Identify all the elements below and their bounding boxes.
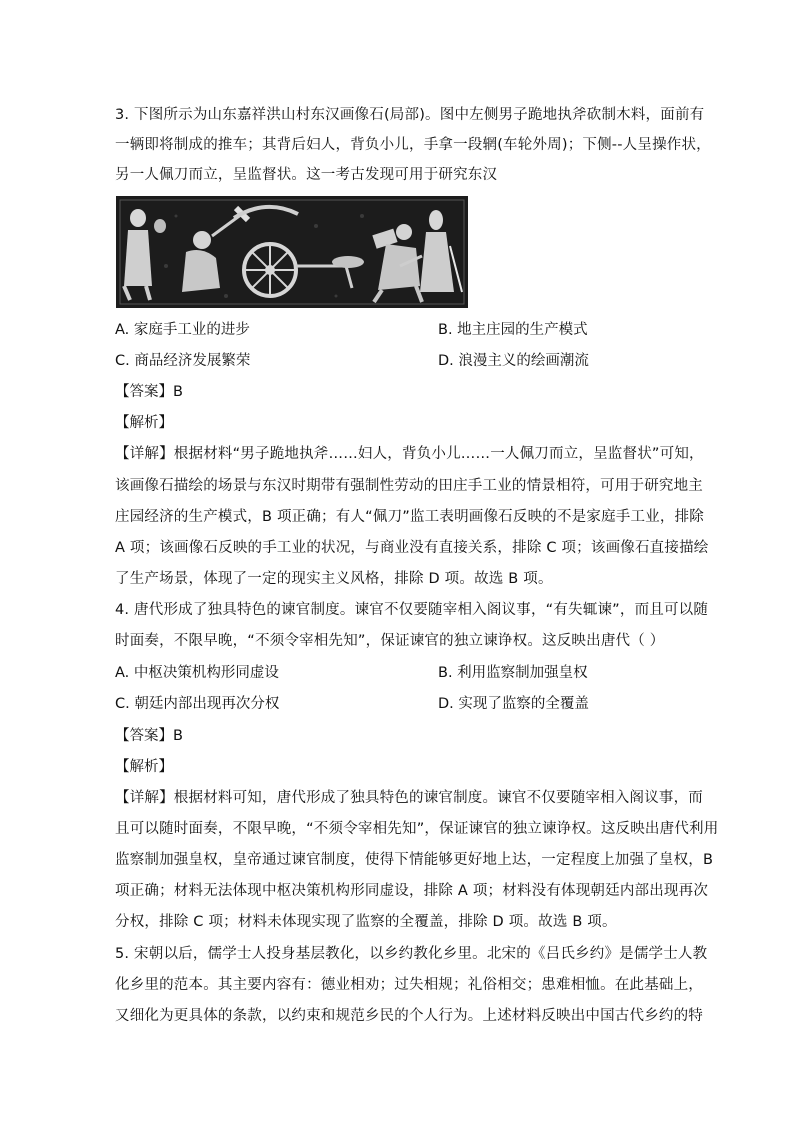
- q3-detail-line-1: 【详解】根据材料“男子跪地执斧……妇人，背负小儿……一人佩刀而立，呈监督状”可知，: [115, 446, 704, 462]
- q5-stem-line-1: 5. 宋朝以后，儒学士人投身基层教化，以乡约教化乡里。北宋的《吕氏乡约》是儒学士人教: [115, 946, 708, 962]
- q3-option-c: C. 商品经济发展繁荣: [115, 353, 251, 369]
- q3-detail-line-2: 该画像石描绘的场景与东汉时期带有强制性劳动的田庄手工业的情景相符，可用于研究地主: [115, 478, 703, 494]
- q4-detail-line-3: 监察制加强皇权，皇帝通过谏官制度，使得下情能够更好地上达，一定程度上加强了皇权，B: [115, 852, 714, 868]
- q4-answer: 【答案】B: [115, 728, 183, 744]
- q3-answer: 【答案】B: [115, 384, 183, 400]
- q3-detail-line-4: A 项；该画像石反映的手工业的状况，与商业没有直接关系，排除 C 项；该画像石直接描绘: [115, 540, 709, 556]
- q3-stem-line-1: 3. 下图所示为山东嘉祥洪山村东汉画像石(局部)。图中左侧男子跪地执斧砍制木料，面前有: [115, 107, 705, 123]
- q3-analysis-label: 【解析】: [115, 415, 173, 431]
- q5-stem-line-3: 又细化为更具体的条款，以约束和规范乡民的个人行为。上述材料反映出中国古代乡约的特: [115, 1008, 703, 1024]
- q3-detail-line-5: 了生产场景，体现了一定的现实主义风格，排除 D 项。故选 B 项。: [115, 571, 553, 587]
- q4-option-c: C. 朝廷内部出现再次分权: [115, 696, 280, 712]
- q3-option-a: A. 家庭手工业的进步: [115, 322, 250, 338]
- q4-option-b: B. 利用监察制加强皇权: [438, 665, 588, 681]
- q3-stem-line-2: 一辆即将制成的推车；其背后妇人，背负小儿，手拿一段辋(车轮外周)；下侧--人呈操作状，: [115, 137, 711, 153]
- q4-option-a: A. 中枢决策机构形同虚设: [115, 665, 279, 681]
- q4-option-d: D. 实现了监察的全覆盖: [438, 696, 589, 712]
- q3-stem-line-3: 另一人佩刀而立，呈监督状。这一考古发现可用于研究东汉: [115, 167, 498, 183]
- q4-stem-line-2: 时面奏，不限早晚，“不须令宰相先知”，保证谏官的独立谏诤权。这反映出唐代（ ）: [115, 633, 665, 649]
- stone-relief-illustration: [116, 196, 468, 308]
- q3-detail-line-3: 庄园经济的生产模式，B 项正确；有人“佩刀”监工表明画像石反映的不是家庭手工业，排除: [115, 509, 704, 525]
- han-stone-relief-image: [116, 196, 468, 308]
- q4-detail-line-5: 分权，排除 C 项；材料未体现实现了监察的全覆盖，排除 D 项。故选 B 项。: [115, 914, 617, 930]
- q5-stem-line-2: 化乡里的范本。其主要内容有：德业相劝；过失相规；礼俗相交；患难相恤。在此基础上，: [115, 977, 703, 993]
- q3-option-b: B. 地主庄园的生产模式: [438, 322, 588, 338]
- q4-analysis-label: 【解析】: [115, 759, 173, 775]
- q4-detail-line-2: 且可以随时面奏，不限早晚，“不须令宰相先知”，保证谏官的独立谏诤权。这反映出唐代利用: [115, 821, 719, 837]
- q3-option-d: D. 浪漫主义的绘画潮流: [438, 353, 589, 369]
- q4-detail-line-1: 【详解】根据材料可知，唐代形成了独具特色的谏官制度。谏官不仅要随宰相入阁议事，而: [115, 790, 703, 806]
- q4-detail-line-4: 项正确；材料无法体现中枢决策机构形同虚设，排除 A 项；材料没有体现朝廷内部出现再次: [115, 883, 709, 899]
- q4-stem-line-1: 4. 唐代形成了独具特色的谏官制度。谏官不仅要随宰相入阁议事，“有失辄谏”，而且可以随: [115, 602, 709, 618]
